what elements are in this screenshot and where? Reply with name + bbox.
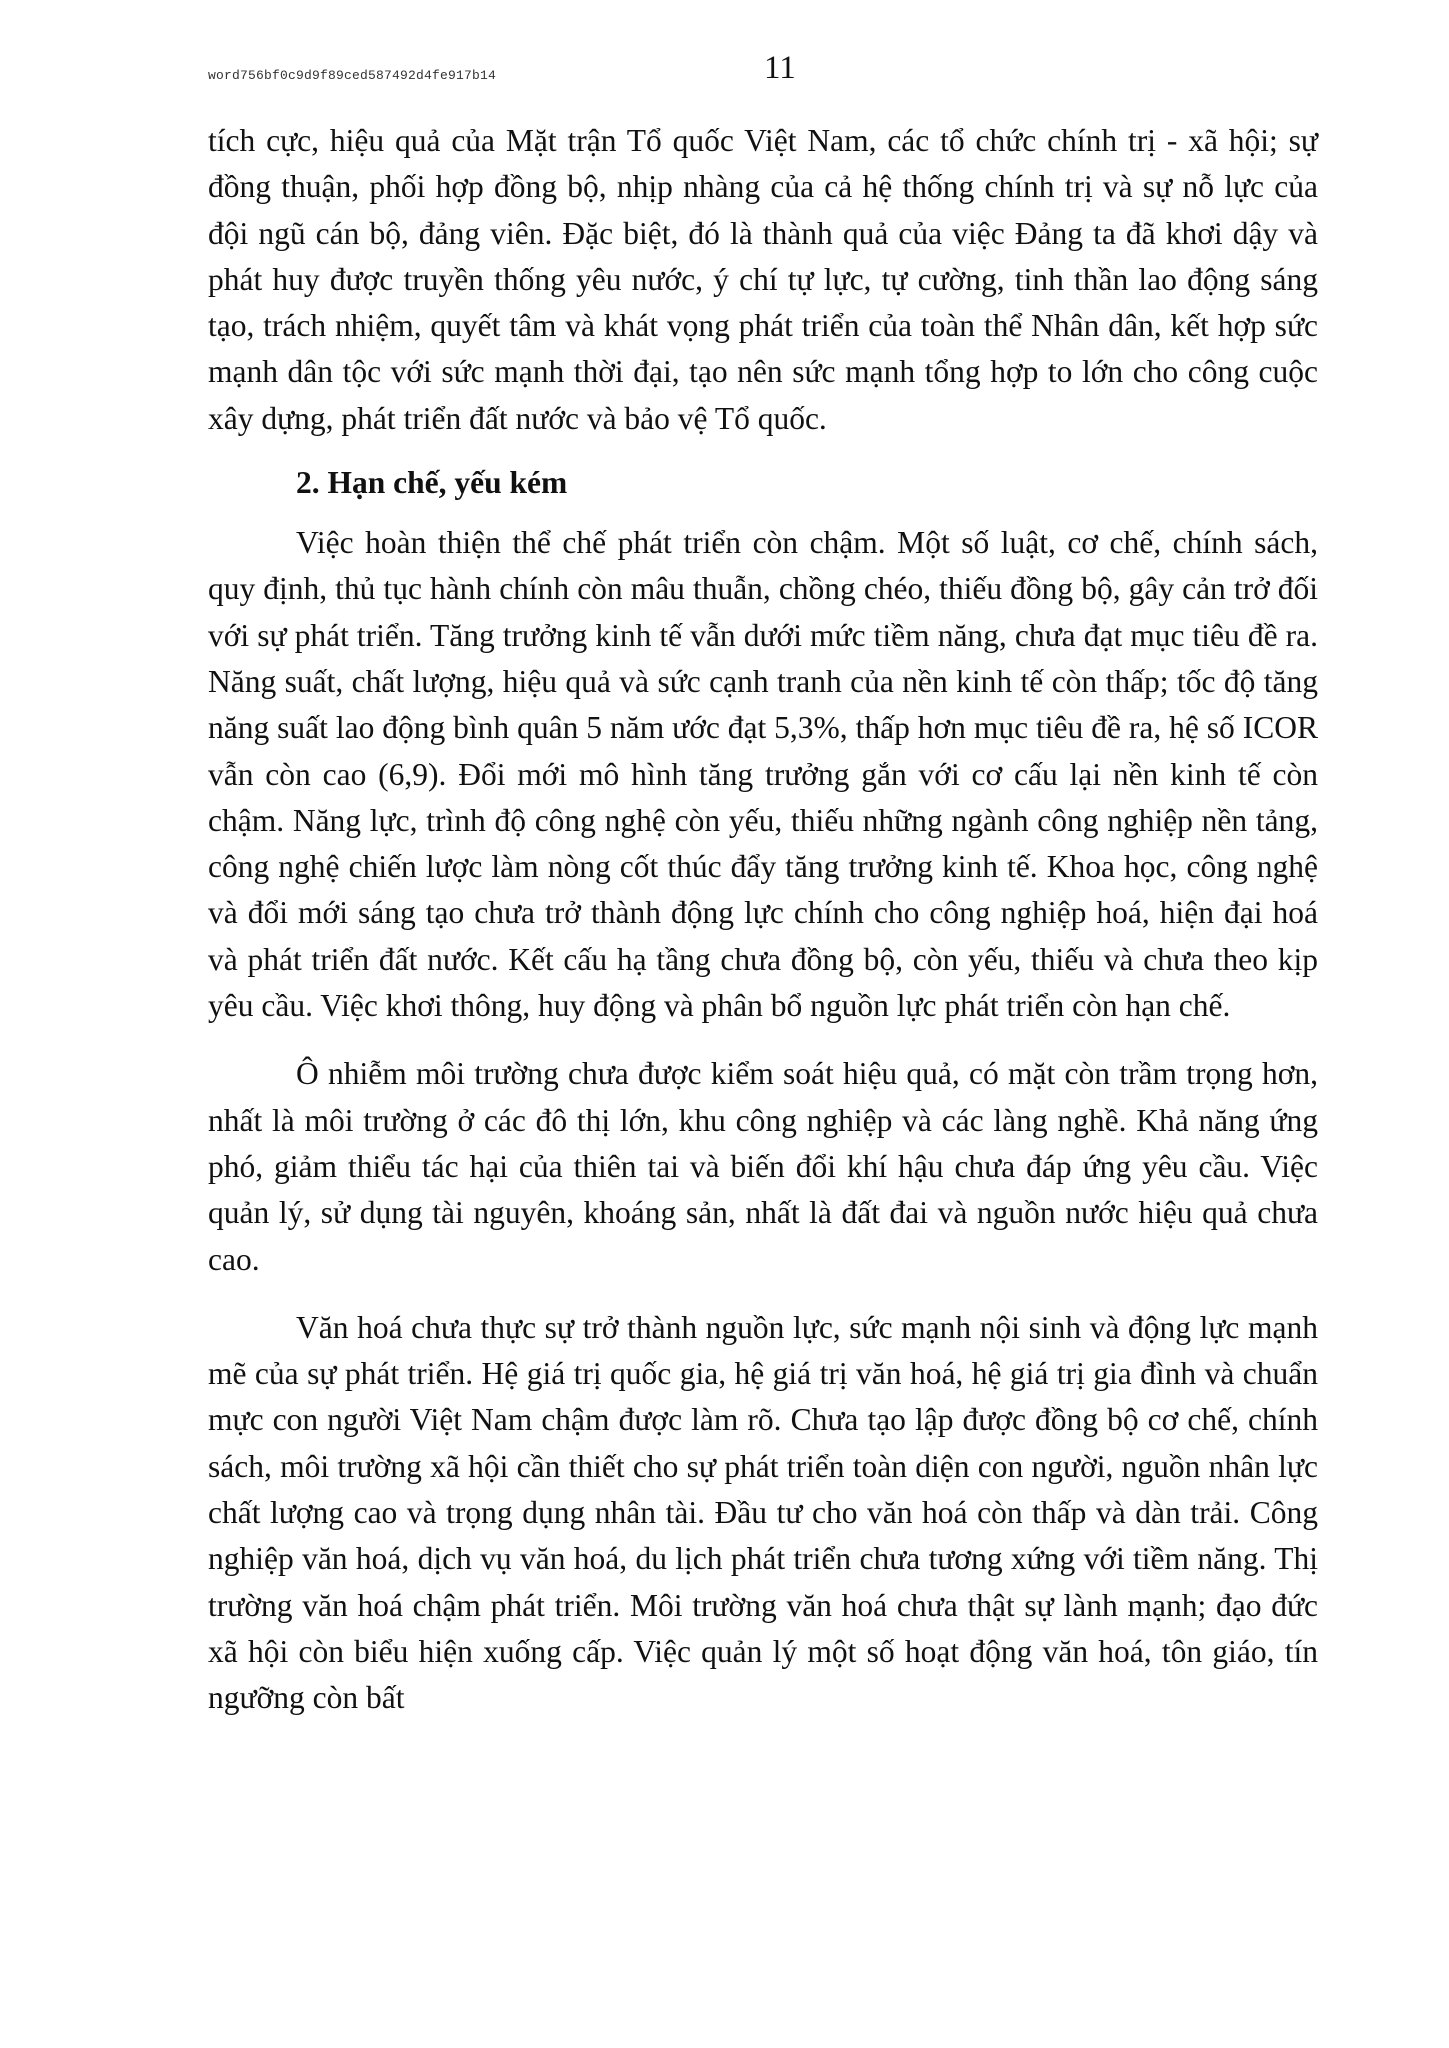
paragraph-achievements-conclusion: tích cực, hiệu quả của Mặt trận Tổ quốc Việt Nam, các tổ chức chính trị - xã hội; sự đồng thuận, phối hợp đồng bộ, nhịp nhàng của cả hệ thống chính trị và sự nỗ lực của đội ngũ cán bộ, đảng viên. Đặc biệt, đó là thành quả của việc Đảng ta đã khơi dậy và phát huy được truyền thống yêu nước, ý chí tự lực, tự cường, tinh thần lao động sáng tạo, trách nhiệm, quyết tâm và khát vọng phát triển của toàn thể Nhân dân, kết hợp sức mạnh dân tộc với sức mạnh thời đại, tạo nên sức mạnh tổng hợp to lớn cho công cuộc xây dựng, phát triển đất nước và bảo vệ Tổ quốc. — [208, 123, 1318, 436]
section-heading-limitations: 2. Hạn chế, yếu kém — [296, 465, 568, 501]
paragraph-institutions-economy: Việc hoàn thiện thể chế phát triển còn chậm. Một số luật, cơ chế, chính sách, quy định, thủ tục hành chính còn mâu thuẫn, chồng chéo, thiếu đồng bộ, gây cản trở đối với sự phát triển. Tăng trưởng kinh tế vẫn dưới mức tiềm năng, chưa đạt mục tiêu đề ra. Năng suất, chất lượng, hiệu quả và sức cạnh tranh của nền kinh tế còn thấp; tốc độ tăng năng suất lao động bình quân 5 năm ước đạt 5,3%, thấp hơn mục tiêu đề ra, hệ số ICOR vẫn còn cao (6,9). Đổi mới mô hình tăng trưởng gắn với cơ cấu lại nền kinh tế còn chậm. Năng lực, trình độ công nghệ còn yếu, thiếu những ngành công nghiệp nền tảng, công nghệ chiến lược làm nòng cốt thúc đẩy tăng trưởng kinh tế. Khoa học, công nghệ và đổi mới sáng tạo chưa trở thành động lực chính cho công nghiệp hoá, hiện đại hoá và phát triển đất nước. Kết cấu hạ tầng chưa đồng bộ, còn yếu, thiếu và chưa theo kịp yêu cầu. Việc khơi thông, huy động và phân bổ nguồn lực phát triển còn hạn chế. — [208, 525, 1318, 1024]
paragraph-culture: Văn hoá chưa thực sự trở thành nguồn lực, sức mạnh nội sinh và động lực mạnh mẽ của sự phát triển. Hệ giá trị quốc gia, hệ giá trị văn hoá, hệ giá trị gia đình và chuẩn mực con người Việt Nam chậm được làm rõ. Chưa tạo lập được đồng bộ cơ chế, chính sách, môi trường xã hội cần thiết cho sự phát triển toàn diện con người, nguồn nhân lực chất lượng cao và trọng dụng nhân tài. Đầu tư cho văn hoá còn thấp và dàn trải. Công nghiệp văn hoá, dịch vụ văn hoá, du lịch phát triển chưa tương xứng với tiềm năng. Thị trường văn hoá chậm phát triển. Môi trường văn hoá chưa thật sự lành mạnh; đạo đức xã hội còn biểu hiện xuống cấp. Việc quản lý một số hoạt động văn hoá, tôn giáo, tín ngưỡng còn bất — [208, 1309, 1318, 1716]
document-id: word756bf0c9d9f89ced587492d4fe917b14 — [208, 68, 497, 83]
document-body — [208, 118, 1318, 1722]
page-number: 11 — [764, 50, 796, 86]
paragraph-environment: Ô nhiễm môi trường chưa được kiểm soát hiệu quả, có mặt còn trầm trọng hơn, nhất là môi trường ở các đô thị lớn, khu công nghiệp và các làng nghề. Khả năng ứng phó, giảm thiểu tác hại của thiên tai và biến đổi khí hậu chưa đáp ứng yêu cầu. Việc quản lý, sử dụng tài nguyên, khoáng sản, nhất là đất đai và nguồn nước hiệu quả chưa cao. — [208, 1056, 1318, 1277]
